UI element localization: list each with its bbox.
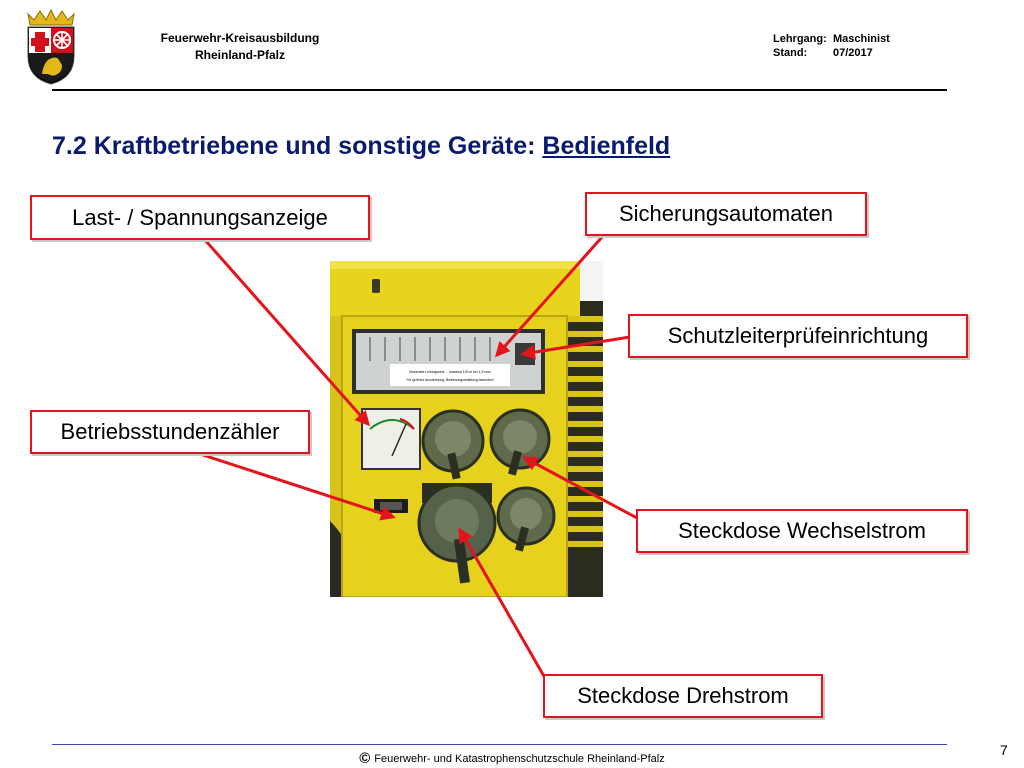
copyright-icon: © [359, 750, 371, 767]
callout-last-spannungsanzeige-label: Last- / Spannungsanzeige [72, 204, 328, 230]
callout-sicherungsautomaten [585, 192, 867, 236]
arrow-wechselstrom [525, 458, 637, 518]
callout-steckdose-drehstrom-label: Steckdose Drehstrom [577, 683, 789, 708]
arrow-schutzleiter [523, 337, 630, 354]
page-number: 7 [1000, 742, 1008, 758]
callout-steckdose-drehstrom [543, 674, 823, 718]
callout-last-spannungsanzeige [30, 195, 370, 240]
callout-betriebsstundenzaehler-label: Betriebsstundenzähler [60, 419, 280, 444]
callout-betriebsstundenzaehler [30, 410, 310, 454]
footer [0, 750, 1024, 767]
status-label: Stand: [773, 47, 808, 59]
arrow-sicherung [497, 236, 603, 355]
arrow-drehstrom [460, 530, 545, 678]
callout-schutzleiterpruefeinrichtung [628, 314, 968, 358]
callout-steckdose-wechselstrom [636, 509, 968, 553]
arrow-betriebsstunden [200, 454, 393, 517]
page-title-prefix: 7.2 Kraftbetriebene und sonstige Geräte: [52, 132, 543, 160]
course-label: Lehrgang: [773, 33, 827, 45]
page-title-underlined: Bedienfeld [542, 132, 671, 160]
panel-label-line2: Für größere Ausdehnung, Bedienungsanleitung beachten! [406, 378, 494, 382]
footer-text: Feuerwehr- und Katastrophenschutzschule Rheinland-Pfalz [374, 753, 665, 765]
header-org-line2: Rheinland-Pfalz [194, 48, 285, 62]
arrow-last-spannung [205, 240, 368, 424]
callout-sicherungsautomaten-label: Sicherungsautomaten [618, 201, 834, 226]
panel-label-line1: Gesamtes Leitungsnetz ... maximal 100 m bei 1,5 mm² [408, 370, 492, 374]
course-value: Maschinist [833, 33, 890, 45]
callout-steckdose-wechselstrom-label: Steckdose Wechselstrom [678, 518, 926, 543]
callout-schutzleiterpruefeinrichtung-label: Schutzleiterprüfeinrichtung [667, 323, 929, 348]
status-value: 07/2017 [833, 47, 873, 59]
footer-divider [52, 744, 947, 745]
header-org-line1: Feuerwehr-Kreisausbildung [160, 31, 320, 45]
